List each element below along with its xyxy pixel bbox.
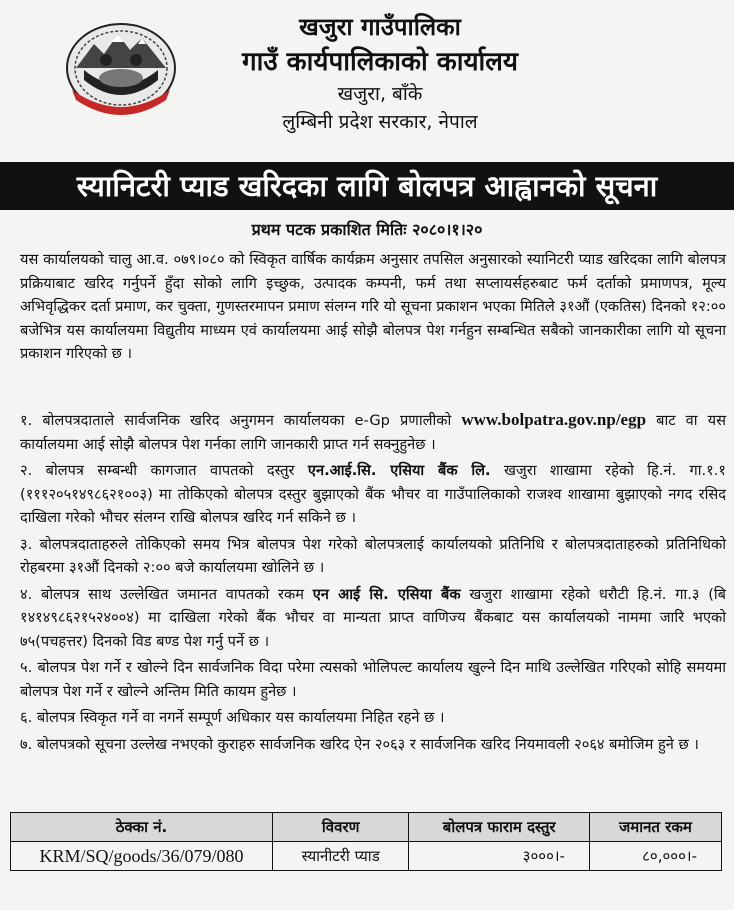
cell-contract-no: KRM/SQ/goods/36/079/080: [11, 842, 273, 871]
list-item: [20, 656, 726, 703]
col-security-amount: जमानत रकम: [589, 813, 721, 842]
list-item: [20, 533, 726, 580]
item-text: बोलपत्र स्विकृत गर्ने वा नगर्ने सम्पूर्ण अधिकार यस कार्यालयमा निहित रहने छ ।: [36, 709, 445, 726]
item-number: ७.: [20, 735, 33, 753]
list-item: [20, 408, 726, 456]
egp-link[interactable]: www.bolpatra.gov.np/egp: [461, 410, 647, 429]
item-number: ६.: [20, 709, 33, 726]
cell-form-fee: ३०००।-: [409, 842, 590, 871]
list-item: [20, 733, 726, 757]
item-text: बोलपत्र साथ उल्लेखित जमानत वापतको रकम: [41, 585, 313, 603]
bank-name: एन आई सि. एसिया बैंक: [312, 585, 461, 603]
item-text: बोलपत्रदाताले सार्वजनिक खरिद अनुगमन कार्यालयका e-Gp प्रणालीको: [42, 412, 462, 429]
item-text: बोलपत्र पेश गर्ने र खोल्ने दिन सार्वजनिक विदा परेमा त्यसको भोलिपल्ट कार्यालय खुल्ने दिन माथि उल्लेखित गरिएको सोहि समयमा बोलपत्र पेश गर्ने र खोल्ने अन्तिम मिति कायम हुनेछ ।: [20, 659, 727, 700]
office-province: लुम्बिनी प्रदेश सरकार, नेपाल: [282, 111, 478, 133]
notice-title: स्यानिटरी प्याड खरिदका लागि बोलपत्र आह्वानको सूचना: [0, 162, 734, 210]
item-text-cont: बाट वा यस कार्यालयमा आई सोझै बोलपत्र पेश गर्नका लागि जानकारी प्राप्त गर्न सक्नुहुनेछ ।: [20, 412, 726, 453]
published-date: प्रथम पटक प्रकाशित मितिः २०८०।१।२०: [251, 220, 483, 239]
cell-description: स्यानीटरी प्याड: [273, 842, 409, 871]
item-number: ४.: [20, 585, 33, 603]
office-location: खजुरा, बाँके: [337, 83, 423, 105]
cell-security-amount: ८०,०००।-: [589, 842, 721, 871]
list-item: [20, 459, 726, 530]
list-item: [20, 583, 726, 654]
conditions-list: [20, 408, 726, 759]
item-number: ५.: [20, 659, 33, 676]
bank-name: एन.आई.सि. एसिया बैंक लि.: [307, 462, 491, 479]
nepal-emblem-icon: [62, 20, 180, 120]
item-number: १.: [20, 412, 33, 429]
col-contract-no: ठेक्का नं.: [11, 813, 273, 842]
item-text-cont: खजुरा शाखामा रहेको हि.नं. गा.१.१ (१११२०५१४९८६२१००३) मा तोकिएको बोलपत्र दस्तुर बुझाएको बैंक भौचर वा गाउँपालिकाको राजश्व शाखामा बुझाएको नगद रसिद दाखिला गरेको भौचर संलग्न राखि बोलपत्र खरिद गर्न सकिने छ ।: [20, 462, 726, 526]
col-description: विवरण: [273, 813, 409, 842]
list-item: [20, 706, 726, 730]
item-text: बोलपत्र सम्बन्धी कागजात वापतको दस्तुर: [45, 462, 308, 479]
item-text: बोलपत्रको सूचना उल्लेख नभएको कुराहरु सार्वजनिक खरिद ऐन २०६३ र सार्वजनिक खरिद नियमावली २०६४ बमोजिम हुने छ ।: [36, 735, 699, 753]
item-number: २.: [20, 462, 33, 479]
item-text: बोलपत्रदाताहरुले तोकिएको समय भित्र बोलपत्र पेश गरेको बोलपत्रलाई कार्यालयको प्रतिनिधि र बोलपत्रदाताहरुको प्रतिनिधिको रोहबरमा ३१औं दिनको २:०० बजे कार्यालयमा खोलिने छ ।: [20, 535, 726, 576]
office-name: गाउँ कार्यपालिकाको कार्यालय: [242, 47, 518, 77]
table-row: [11, 842, 722, 871]
item-text-cont: खजुरा शाखामा रहेको धरौटी हि.नं. गा.३ (बि १४१४९८६२१५२४००४) मा दाखिला गरेको बैंक भौचर वा मान्यता प्राप्त वाणिज्य बैंकबाट यस कार्यालयको नाममा जारि भएको ७५(पचहत्तर) दिनको विड बण्ड पेश गर्नु पर्ने छ ।: [20, 585, 727, 650]
intro-paragraph: यस कार्यालयको चालु आ.व. ०७९।०८० को स्विकृत वार्षिक कार्यक्रम अनुसार तपसिल अनुसारको स्यानिटरी प्याड खरिदका लागि बोलपत्र प्रक्रियाबाट खरिद गर्नुपर्ने हुँदा सोको लागि इच्छुक, उत्पादक कम्पनी, फर्म तथा सप्लायर्सहरुबाट फर्म दर्ताको प्रमाणपत्र, मूल्य अभिवृद्धिकर दर्ता प्रमाण, कर चुक्ता, गुणस्तरमापन प्रमाण संलग्न गरि यो सूचना प्रकाशन भएका मितिले ३१औं (एकतिस) दिनको १२:०० बजेभित्र यस कार्यालयमा विद्युतीय माध्यम एवं कार्यालयमा आई सोझै बोलपत्र पेश गर्नहुन सम्बन्धित सबैको जानकारीका लागि यो सूचना प्रकाशन गरिएको छ ।: [20, 251, 726, 362]
col-form-fee: बोलपत्र फाराम दस्तुर: [409, 813, 590, 842]
table-header-row: [11, 813, 722, 842]
tender-table: [10, 812, 722, 871]
org-header: [200, 10, 560, 136]
item-number: ३.: [20, 535, 33, 553]
municipality-name: खजुरा गाउँपालिका: [299, 13, 461, 41]
